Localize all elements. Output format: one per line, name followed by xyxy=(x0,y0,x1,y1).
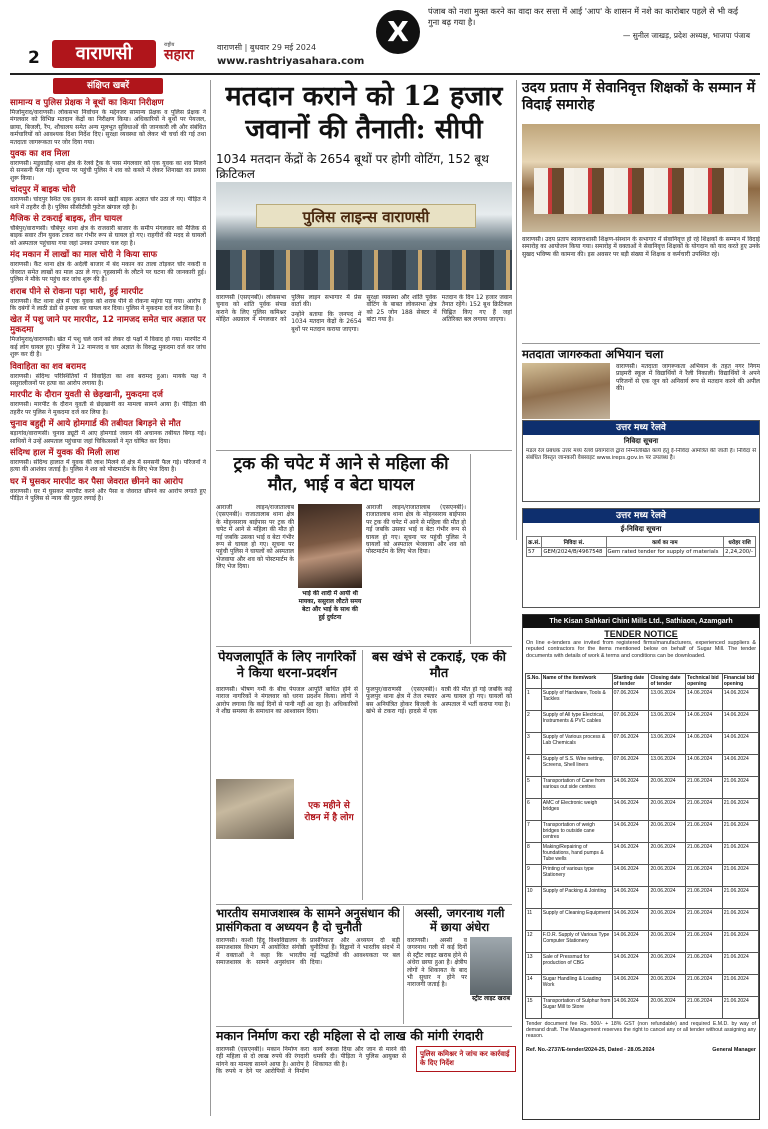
tender-cell: 21.06.2024 xyxy=(722,865,758,887)
tender-cell: Supply of Packing & Jointing xyxy=(541,887,612,909)
railway-ad-1 xyxy=(522,420,760,502)
lead-photo xyxy=(216,182,512,290)
tender-row xyxy=(526,931,759,953)
tender-notice xyxy=(522,614,760,1120)
bus-body: फूलपुर/वाराणसी (एसएनबी)। फूलपुर थाना क्षेत्र में तेज रफ्तार बस अनियंत्रित होकर बिजली के खंभे से टकरा गई। हादसे में एक यात्री की मौत हो गई जबकि कई अन्य घायल हो गए। घायलों को अस्पताल में भर्ती कराया गया है। xyxy=(366,686,512,716)
tender-cell: 07.06.2024 xyxy=(612,733,649,755)
tender-cell: 14.06.2024 xyxy=(722,711,758,733)
tender-cell: 21.06.2024 xyxy=(686,887,723,909)
tender-column-header: S.No. xyxy=(526,674,542,689)
tender-cell: 14.06.2024 xyxy=(722,733,758,755)
brief-news-body: वाराणसी। घर में घुसकर मारपीट करने और पैसा व जेवरात छीनने का आरोप लगाते हुए पीड़ित ने पुलिस से न्याय की गुहार लगाई है। xyxy=(10,487,206,503)
tender-cell: 14.06.2024 xyxy=(612,975,649,997)
tender-cell: 15 xyxy=(526,997,542,1019)
tender-cell: 21.06.2024 xyxy=(686,975,723,997)
tender-cell: 20.06.2024 xyxy=(649,975,686,997)
tender-row xyxy=(526,887,759,909)
tender-cell: 13.06.2024 xyxy=(649,689,686,711)
brief-news-headline: मंद मकान में लाखों का माल चोरी ने किया साफ xyxy=(10,250,158,261)
tender-title: TENDER NOTICE xyxy=(604,629,678,639)
tender-cell: 14.06.2024 xyxy=(686,689,723,711)
tender-cell: 21.06.2024 xyxy=(686,931,723,953)
tender-cell: Sale of Pressmud for production of CBG xyxy=(541,953,612,975)
lead-photo-banner: पुलिस लाइन्स वाराणसी xyxy=(256,204,476,228)
tender-cell: Supply of Cleaning Equipment xyxy=(541,909,612,931)
brief-news-headline: सामान्य व पुलिस प्रेक्षक ने बूथों का किया निरीक्षण xyxy=(10,98,164,108)
tender-column-header: Starting date of tender xyxy=(612,674,649,689)
tender-column-header: Financial bid opening xyxy=(722,674,758,689)
tender-row xyxy=(526,733,759,755)
brief-news-headline: मारपीट के दौरान युवती से छेड़खानी, मुकदमा दर्ज xyxy=(10,390,163,401)
tender-cell: 07.06.2024 xyxy=(612,755,649,777)
brief-news-headline: मैजिक से टकराई बाइक, तीन घायल xyxy=(10,214,122,225)
assi-story xyxy=(407,906,512,1024)
tender-ref: Ref. No.-2737/E-tender/2024-25, Dated - 28.05.2024 xyxy=(526,1047,655,1053)
brief-news-body: बड़ागांव/वाराणसी। चुनाव ड्यूटी में आए होमगार्ड जवान की अचानक तबीयत बिगड़ गई। साथियों ने उन्हें अस्पताल पहुंचाया जहां चिकित्सकों ने मृत घोषित कर दिया। xyxy=(10,430,206,445)
lead-paragraph: उन्होंने बताया कि जनपद में 1034 मतदान केंद्रों के 2654 बूथों पर मतदान कराया जाएगा। xyxy=(291,310,362,333)
quote-author: — सुनील जाखड़, प्रदेश अध्यक्ष, भाजपा पंजाब xyxy=(622,31,750,40)
tender-signatory: General Manager xyxy=(712,1047,756,1053)
tender-cell: 14.06.2024 xyxy=(612,799,649,821)
city-banner: वाराणसी xyxy=(52,40,156,68)
tender-row xyxy=(526,821,759,843)
paper-logo: राष्ट्रीय सहारा xyxy=(164,42,194,63)
tender-cell: 21.06.2024 xyxy=(686,909,723,931)
teacher-photo xyxy=(522,124,760,232)
brief-news-headline: खेत में पशु जाने पर मारपीट, 12 नामजद समेत चार अज्ञात पर मुकदमा xyxy=(10,315,206,336)
truck-photo-caption: भाई की शादी में आयी थी मायका, ससुराल लौटते समय बेटा और भाई के साथ की हुई दुर्घटना xyxy=(298,590,362,621)
tender-cell: 11 xyxy=(526,909,542,931)
tender-cell: 07.06.2024 xyxy=(612,711,649,733)
tender-cell: 7 xyxy=(526,821,542,843)
tender-cell: 12 xyxy=(526,931,542,953)
tender-cell: 13.06.2024 xyxy=(649,755,686,777)
tender-footer: Tender document fee Rs. 500/- + 18% GST (non refundable) and required E.M.D. by way of demand draft. The Management reserves the right to cancel any or all tender without assigning any reason. xyxy=(526,1021,756,1040)
railway-ad-1-body: मंडल रेल प्रबंधक उत्तर मध्य रेलवे प्रयागराज द्वारा निम्नलिखित कार्य हेतु ई-निविदा आमंत्रित की जाती है। निविदा से संबंधित विस्तृत जानकारी वेबसाइट www.ireps.gov.in पर उपलब्ध है। xyxy=(526,448,756,462)
brief-news-headline: विवाहिता का शव बरामद xyxy=(10,361,86,372)
railway-ad-1-tender: निविदा सूचना xyxy=(623,437,659,445)
extortion-box: पुलिस कमिश्नर ने जांच कर कार्रवाई के दिए निर्देश xyxy=(416,1046,516,1072)
tender-cell: 20.06.2024 xyxy=(649,843,686,865)
extortion-body: वाराणसी (एसएनबी)। मकान निर्माण करा रही महिला से दो लाख रुपये की रंगदारी मांगने का मामला सामने आया है। आरोप है कि रुपये न देने पर आरोपियों ने निर्माण कार्य रुकवा दिया और जान से मारने की धमकी दी। पीड़िता ने पुलिस आयुक्त से शिकायत की है। xyxy=(216,1046,406,1076)
tender-cell: 21.06.2024 xyxy=(686,777,723,799)
tender-cell: 14.06.2024 xyxy=(686,711,723,733)
brief-news-body: वाराणसी। चांदपुर स्थित एक दुकान के सामने खड़ी बाइक अज्ञात चोर उठा ले गए। पीड़ित ने थाने में तहरीर दी है। पुलिस सीसीटीवी फुटेज खंगाल रही है। xyxy=(10,196,206,211)
masthead xyxy=(0,0,768,74)
tender-cell: 13.06.2024 xyxy=(649,733,686,755)
brief-news-body: मिर्जामुराद/वाराणसी। खेत में पशु चले जाने को लेकर दो पक्षों में विवाद हो गया। मारपीट में कई लोग घायल हुए। पुलिस ने 12 नामजद व चार अज्ञात के विरुद्ध मुकदमा दर्ज कर जांच शुरू कर दी है। xyxy=(10,336,206,359)
water-story xyxy=(216,650,358,900)
tender-cell: 14.06.2024 xyxy=(686,755,723,777)
seminar-body: वाराणसी। काशी हिंदू विश्वविद्यालय के समाजशास्त्र विभाग में आयोजित संगोष्ठी में वक्ताओं ने कहा कि भारतीय समाजशास्त्र के सामने अनुसंधान की प्रासंगिकता और अध्ययन दो बड़ी चुनौतियां हैं। विद्वानों ने भारतीय संदर्भ में नई पद्धतियों की आवश्यकता पर बल दिया। xyxy=(216,937,400,967)
tender-cell: F.O.R. Supply of Various Type Computer Stationery xyxy=(541,931,612,953)
tender-table xyxy=(525,673,759,1019)
tender-cell: 14.06.2024 xyxy=(612,909,649,931)
awareness-story xyxy=(522,347,760,411)
extortion-headline: मकान निर्माण करा रही महिला से दो लाख की मांगी रंगदारी xyxy=(216,1028,484,1043)
brief-news-body: वाराणसी। कैंट थाना क्षेत्र में एक युवक को शराब पीने से रोकना महंगा पड़ गया। आरोप है कि दबंगों ने लाठी डंडों से हमला कर घायल कर दिया। पुलिस ने मुकदमा दर्ज कर लिया है। xyxy=(10,297,206,312)
railway-ad-2-tender: ई-निविदा सूचना xyxy=(620,525,662,533)
tender-cell: 21.06.2024 xyxy=(686,953,723,975)
dateline: वाराणसी | बुधवार 29 मई 2024 xyxy=(217,43,317,52)
tender-cell: 21.06.2024 xyxy=(722,843,758,865)
tender-cell: 20.06.2024 xyxy=(649,821,686,843)
tender-cell: 21.06.2024 xyxy=(722,953,758,975)
tender-cell: AMC of Electronic weigh bridges xyxy=(541,799,612,821)
truck-story xyxy=(216,454,466,496)
water-photo xyxy=(216,779,294,839)
lead-body xyxy=(216,294,512,444)
truck-body-continued: आराजी लाइन/राजातालाब (एसएनबी)। राजातालाब थाना क्षेत्र के मोहनसराय बाईपास पर ट्रक की चपेट में आने से महिला की मौत हो गई जबकि उसका भाई व बेटा गंभीर रूप से घायल हो गए। सूचना पर पहुंची पुलिस ने घायलों को अस्पताल भेजवाया और शव को पोस्टमार्टम के लिए भेज दिया। xyxy=(366,504,466,556)
tender-cell: 21.06.2024 xyxy=(722,821,758,843)
tender-cell: 14.06.2024 xyxy=(686,733,723,755)
tender-cell: 14.06.2024 xyxy=(612,887,649,909)
tender-cell: 20.06.2024 xyxy=(649,953,686,975)
lead-headline: मतदान कराने को 12 हजार जवानों की तैनाती: सीपी xyxy=(225,81,503,145)
bus-story xyxy=(366,650,512,900)
tender-cell: 20.06.2024 xyxy=(649,887,686,909)
tender-cell: Sugar Handling & Loading Work xyxy=(541,975,612,997)
street-lamp-photo xyxy=(470,937,512,995)
brief-news-headline: संदिग्ध हाल में युवक की मिली लाश xyxy=(10,447,120,458)
tender-cell: 14.06.2024 xyxy=(722,689,758,711)
tender-cell: 21.06.2024 xyxy=(722,799,758,821)
tender-cell: 21.06.2024 xyxy=(722,887,758,909)
tender-cell: 07.06.2024 xyxy=(612,689,649,711)
tender-cell: 3 xyxy=(526,733,542,755)
tender-cell: 13 xyxy=(526,953,542,975)
tender-cell: 14.06.2024 xyxy=(722,755,758,777)
water-callout: एक महीने से रोष्ठन में है लोग xyxy=(304,801,354,823)
x-logo: X xyxy=(376,10,420,54)
quote-box xyxy=(428,6,750,66)
kumbh-block xyxy=(474,454,518,644)
tender-cell: 13.06.2024 xyxy=(649,711,686,733)
tender-row xyxy=(526,909,759,931)
tender-row xyxy=(526,865,759,887)
tender-column-header: Technical bid opening xyxy=(686,674,723,689)
tender-cell: 14.06.2024 xyxy=(612,821,649,843)
tender-cell: 21.06.2024 xyxy=(722,997,758,1019)
brief-news-body: वाराणसी। मडुवाडीह थाना क्षेत्र के रेलवे ट्रैक के पास मंगलवार को एक युवक का शव मिलने से सनसनी फैल गई। सूचना पर पहुंची पुलिस ने शव को कब्जे में लेकर शिनाख्त का प्रयास शुरू किया। xyxy=(10,160,206,182)
assi-body: वाराणसी। अस्सी व जगरनाथ गली में कई दिनों से स्ट्रीट लाइट खराब होने से अंधेरा छाया हुआ है। क्षेत्रीय लोगों ने शिकायत के बाद भी सुधार न होने पर नाराजगी जताई है। xyxy=(407,937,467,989)
awareness-photo xyxy=(522,363,610,419)
tender-cell: 21.06.2024 xyxy=(722,975,758,997)
website: www.rashtriyasahara.com xyxy=(217,56,365,67)
tender-cell: 21.06.2024 xyxy=(686,821,723,843)
tender-row xyxy=(526,799,759,821)
brief-news-column xyxy=(10,78,206,1118)
tender-cell: Supply of Hardware, Tools & Tackles xyxy=(541,689,612,711)
tender-cell: 14.06.2024 xyxy=(612,997,649,1019)
brief-news-headline: चुनाव बहुद्दी में आये होमगार्ड की तबीयत बिगड़ने से मौत xyxy=(10,419,181,430)
seminar-story xyxy=(216,906,400,1024)
tender-cell: 21.06.2024 xyxy=(722,931,758,953)
tender-cell: 9 xyxy=(526,865,542,887)
page-number: 2 xyxy=(28,48,40,68)
brief-news-headline: घर में घुसकर मारपीट कर पैसा जेवरात छीनने का आरोप xyxy=(10,476,183,487)
tender-cell: Printing of various type Stationery xyxy=(541,865,612,887)
brief-news-headline: शराब पीने से रोकना पड़ा भारी, हुई मारपीट xyxy=(10,286,144,297)
brief-news-headline: चांदपुर में बाइक चोरी xyxy=(10,185,76,196)
tender-row xyxy=(526,843,759,865)
tender-cell: 6 xyxy=(526,799,542,821)
water-headline: पेयजलापूर्ति के लिए नागरिकों ने किया धरना-प्रदर्शन xyxy=(218,650,356,681)
tender-cell: 20.06.2024 xyxy=(649,997,686,1019)
tender-cell: 14.06.2024 xyxy=(612,865,649,887)
tender-cell: 1 xyxy=(526,689,542,711)
lead-paragraph: मतदान के दिन 12 हजार जवान तैनात रहेंगे। 152 बूथ क्रिटिकल चिह्नित किए गए हैं जहां अतिरिक्त बल लगाया जाएगा। xyxy=(441,294,512,324)
tender-cell: 21.06.2024 xyxy=(686,843,723,865)
brief-news-list xyxy=(10,98,206,503)
truck-photo xyxy=(298,504,362,588)
tender-row xyxy=(526,711,759,733)
tender-cell: Transportation of Cane from various out side centres xyxy=(541,777,612,799)
tender-company: The Kisan Sahkari Chini Mills Ltd., Sathiaon, Azamgarh xyxy=(523,615,759,628)
tender-cell: 14.06.2024 xyxy=(612,953,649,975)
railway-ad-2 xyxy=(522,508,760,608)
street-lamp-label: स्ट्रीट लाइट खराब xyxy=(471,995,511,1002)
bus-headline: बस खंभे से टकराई, एक की मौत xyxy=(371,650,507,681)
tender-cell: 20.06.2024 xyxy=(649,865,686,887)
tender-cell: Supply of All type Electrical, Instruments & PVC cables xyxy=(541,711,612,733)
tender-cell: 20.06.2024 xyxy=(649,799,686,821)
seminar-headline: भारतीय समाजशास्त्र के सामने अनुसंधान की प्रासंगिकता व अध्ययन है दो चुनौती xyxy=(216,906,400,934)
tender-cell: 14 xyxy=(526,975,542,997)
teacher-headline: उदय प्रताप में सेवानिवृत्त शिक्षकों के सम्मान में विदाई समारोह xyxy=(522,80,756,113)
water-body: वाराणसी। भीषण गर्मी के बीच पेयजल आपूर्ति बाधित होने से नाराज नागरिकों ने मंगलवार को धरना प्रदर्शन किया। लोगों ने आरोप लगाया कि कई दिनों से पानी नहीं आ रहा है। अधिकारियों ने शीघ्र समस्या के समाधान का आश्वासन दिया। xyxy=(216,686,358,716)
assi-headline: अस्सी, जगरनाथ गली में छाया अंधेरा xyxy=(414,906,505,934)
tender-cell: 21.06.2024 xyxy=(686,997,723,1019)
tender-intro: On line e-tenders are invited from registered firms/manufacturers, experienced suppliers & reputed contractors for the items mentioned below on behalf of Sugar Mill. The tender documents with details of work & terms and conditions can be downloaded. xyxy=(526,640,756,659)
tender-row xyxy=(526,755,759,777)
brief-news-title: संक्षिप्त खबरें xyxy=(53,78,163,94)
tender-row xyxy=(526,953,759,975)
railway-ad-2-table: क्र.सं. निविदा सं. कार्य का नाम धरोहर राशि 57 GEM/2024/B/4967548 Gem rated tender for supply of materials 2,24,200/- xyxy=(526,536,756,557)
tender-row xyxy=(526,997,759,1019)
tender-cell: 14.06.2024 xyxy=(612,843,649,865)
brief-news-body: मिर्जामुराद/वाराणसी। लोकसभा निर्वाचन के मद्देनजर सामान्य प्रेक्षक व पुलिस प्रेक्षक ने मंगलवार को विभिन्न मतदान केंद्रों का निरीक्षण किया। अधिकारियों ने बूथों पर पेयजल, छाया, बिजली, रैंप, शौचालय समेत अन्य मूलभूत सुविधाओं की जानकारी ली और संबंधित कर्मचारियों को आवश्यक दिशा निर्देश दिए। सुरक्षा व्यवस्था को लेकर भी चर्चा की गई तथा मतदाता जागरूकता पर जोर दिया गया। xyxy=(10,109,206,146)
tender-cell: Supply of Various process & Lab Chemicals xyxy=(541,733,612,755)
lead-subhead: 1034 मतदान केंद्रों के 2654 बूथों पर होगी वोटिंग, 152 बूथ क्रिटिकल xyxy=(216,152,489,181)
lead-paragraph: वाराणसी (एसएनबी)। लोकसभा चुनाव को शांति पूर्वक संपन्न कराने के लिए पुलिस कमिश्नर मोहित अग्रवाल ने मंगलवार को पुलिस लाइन सभागार में प्रेस वार्ता की। xyxy=(216,294,362,324)
tender-cell: 8 xyxy=(526,843,542,865)
teacher-body: वाराणसी। उदय प्रताप स्वायत्तशासी शिक्षण-संस्थान के सभागार में सेवानिवृत्त हो रहे शिक्षकों के सम्मान में विदाई समारोह का आयोजन किया गया। समारोह में वक्ताओं ने सेवानिवृत्त शिक्षकों के योगदान को याद करते हुए उनके सुखद भविष्य की कामना की। इस अवसर पर बड़ी संख्या में शिक्षक व कर्मचारी उपस्थित रहे। xyxy=(522,236,760,258)
tender-cell: 21.06.2024 xyxy=(722,777,758,799)
awareness-headline: मतदाता जागरुकता अभियान चला xyxy=(522,347,664,361)
tender-cell: 21.06.2024 xyxy=(722,909,758,931)
tender-cell: 20.06.2024 xyxy=(649,777,686,799)
kumbh-story-area xyxy=(474,454,475,455)
tender-cell: 4 xyxy=(526,755,542,777)
extortion-story xyxy=(216,1028,516,1120)
tender-cell: 21.06.2024 xyxy=(686,865,723,887)
brief-news-body: चौबेपुर/वाराणसी। चौबेपुर थाना क्षेत्र के राजवारी बाजार के समीप मंगलवार को मैजिक से बाइक सवार तीन युवक टकरा कर गंभीर रूप से घायल हो गए। राहगीरों की मदद से घायलों को अस्पताल पहुंचाया गया जहां उनका उपचार चल रहा है। xyxy=(10,225,206,247)
brief-news-body: वाराणसी। कैंट थाना क्षेत्र के अर्दली बाजार में बंद मकान का ताला तोड़कर चोर नकदी व जेवरात समेत लाखों का माल उठा ले गए। गृहस्वामी के लौटने पर घटना की जानकारी हुई। पुलिस ने मौके पर पहुंच कर जांच शुरू की है। xyxy=(10,261,206,284)
railway-ad-1-title: उत्तर मध्य रेलवे xyxy=(523,421,759,435)
tender-cell: 5 xyxy=(526,777,542,799)
tender-cell: Supply of S.S. Wire netting, Screens, Shell liners xyxy=(541,755,612,777)
tender-cell: 14.06.2024 xyxy=(612,777,649,799)
tender-cell: 20.06.2024 xyxy=(649,931,686,953)
tender-cell: Transportation of Sulphur from Sugar Mill to Store xyxy=(541,997,612,1019)
quote-text: पंजाब को नशा मुक्त करने का वादा कर सत्ता में आई 'आप' के शासन में नशे का कारोबार पहले से भी कई गुना बढ़ गया है। xyxy=(428,6,739,27)
brief-news-body: वाराणसी। संदिग्ध हालात में युवक की लाश मिलने से क्षेत्र में सनसनी फैल गई। परिजनों ने हत्या की आशंका जताई है। पुलिस ने शव को पोस्टमार्टम के लिए भेज दिया है। xyxy=(10,458,206,474)
brief-news-headline: युवक का शव मिला xyxy=(10,149,70,160)
teacher-story xyxy=(522,80,760,114)
tender-cell: 2 xyxy=(526,711,542,733)
railway-ad-2-title: उत्तर मध्य रेलवे xyxy=(523,509,759,523)
awareness-body: वाराणसी। मतदाता जागरूकता अभियान के तहत नगर निगम प्राइमरी स्कूल में विद्यार्थियों ने रैली निकाली। विद्यार्थियों ने अपने परिजनों से एक जून को अनिवार्य रूप से मतदान करने की अपील की। xyxy=(616,363,760,393)
brief-news-body: वाराणसी। मारपीट के दौरान युवती से छेड़खानी का मामला सामने आया है। पीड़िता की तहरीर पर पुलिस ने मुकदमा दर्ज कर लिया है। xyxy=(10,401,206,416)
tender-cell: 21.06.2024 xyxy=(686,799,723,821)
tender-cell: Transportation of weigh bridges to outside cane centres xyxy=(541,821,612,843)
tender-cell: 14.06.2024 xyxy=(612,931,649,953)
tender-column-header: Closing date of tender xyxy=(649,674,686,689)
tender-column-header: Name of the item/work xyxy=(541,674,612,689)
tender-cell: Making/Repairing of foundations, hand pumps & Tube wells xyxy=(541,843,612,865)
truck-headline: ट्रक की चपेट में आने से महिला की मौत, भाई व बेटा घायल xyxy=(233,454,449,495)
tender-row xyxy=(526,689,759,711)
tender-row xyxy=(526,975,759,997)
tender-row xyxy=(526,777,759,799)
tender-cell: 10 xyxy=(526,887,542,909)
truck-body: आराजी लाइन/राजातालाब (एसएनबी)। राजातालाब थाना क्षेत्र के मोहनसराय बाईपास पर ट्रक की चपेट में आने से महिला की मौत हो गई जबकि उसका भाई व बेटा गंभीर रूप से घायल हो गए। सूचना पर पहुंची पुलिस ने घायलों को अस्पताल भेजवाया और शव को पोस्टमार्टम के लिए भेज दिया। xyxy=(216,504,294,571)
lead-paragraph: सुरक्षा व्यवस्था और शांति पूर्वक वोटिंग के बाबत लोकसभा क्षेत्र को 25 जोन 188 सेक्टर में बांटा गया है। xyxy=(366,294,437,324)
brief-news-body: वाराणसी। संदिग्ध परिस्थितियों में विवाहिता का शव बरामद हुआ। मायके पक्ष ने ससुरालीजनों पर हत्या का आरोप लगाया है। xyxy=(10,372,206,387)
tender-cell: 20.06.2024 xyxy=(649,909,686,931)
